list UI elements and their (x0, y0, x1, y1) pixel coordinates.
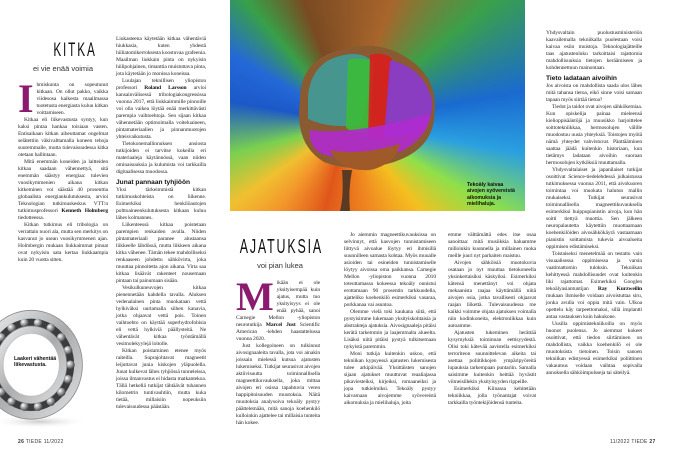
paragraph: Just kollegoineen on tulkinnut aivosignaaleita tavalla, jota voi ainakin joissain mielessä kutsua ajatusten lukemiseksi. Tutkijat seurasivat aivojen aktiivisuutta toiminnallisella magneettikuvauksella, joka mittaa aivojen eri osissa tapahtuvia veren happipitoisuuden muutoksia. Näitä muutoksia analysoiva tekoäly pystyy päättelemään, mitä sanoja koehenkilö kulloinkin ajattelee tai millaisia tunteita hän kokee. (236, 343, 320, 426)
ajatuksia-column-4 (546, 30, 642, 377)
ajatuksia-subtitle: voi pian lukea (257, 261, 303, 270)
paragraph: Yhdysvaltalaiset ja japanilaiset tutkijat osoittivat Science-tiedelehdessä julkaistussa tutkimuksessa vuonna 2011, että aivokuoren toimintaa voi muokata halutun mallin mukaiseksi. Tutkijat seurasivat toiminnallisella magneettikuvauksella esimerkiksi huippupianistin aivoja, kun hän soitti tiettyä muottia. Sen jälkeen neuropalautetta käytettiin muottaamaan koehenkilöiden aivosähkökäyrä vastaamaan pianistin soittamista tukevia aivoalueita oppimisen edistämiseksi. (546, 167, 642, 250)
paragraph: Kitkaa eli liikevastusta syntyy, kun kaksi pintaa hankaa toisiaan vasten. Entisaikaan kitkan aiheuttamat ongelmat selätettiin väkivalttamalla koneen tehoja suuremmalle, mutta tulevaisuudessa kitka otetaan hallintaan. (18, 117, 108, 158)
paragraph: Yhdysvaltain puolustusministeriön kaavailemalla tekniikalla puolestaan voisi kaivaa esiin muistoja. Teknologiajätteille taas ajatustenluku tarkoittaisi rajattomia mahdollisuuksia tietojen keräämiseen ja kohdennettuun mainontaan. (546, 30, 642, 71)
paragraph: Tiedot ja taidot ovat aivojen sähkökemiaa. Kun opiskelija painaa mieleensä kielioppisääntöjä ja muusikko harjoittelee soittotekniikkaa, hermosolujen välille muodostuu uusia yhteyksiä. Toistojen myötä nämä yhteydet vahvistuvat. Pänttääminen saattaa jäädä kuitenkin historiaan, kun tietämys ladataan aivoihin suoraan hermosolujen kytköksiä muuttamalla. (546, 104, 642, 166)
kitka-title: KITKA (53, 40, 97, 61)
paragraph: Liikenteessä kitkaa poistetaan parempien renkaiden avulla. Niiden pintamateriaali paranee alustaansa liikkeelle lähdössä, mutta liikkeen aikana kitka vähenee. Tämän tekee mahdolliseksi renkaaseen johdettu sähkövirta, joka muuttaa pinnoitetta ajon aikana. Virta saa kitkaa lisäävät rakenteet nousemaan pintaan tai painumaan sisään. (116, 222, 207, 284)
person-name: Ray Kurzweilin (597, 286, 642, 292)
magazine-name-right: TIEDE (631, 439, 648, 445)
kitka-subtitle: ei vie enää voimia (32, 64, 94, 73)
paragraph: Liukasteena käytetään kitkaa vähentäviä hiukkasia, kuten yhdestä hiiliatomikerroksesta koostuvaa grafeenia. Maailman liukkain pinta on nykyisin hiilipohjainen, timanttia muistuttava pinta, jota käytetään jo monissa koneissa. (116, 36, 206, 77)
issue-right: 11/2022 (610, 439, 630, 445)
paragraph: Jos aivoista on mahdollista saada ulos lähes mitä tahansa tietoa, eikö sinne voisi samaan tapaan myös siirtää tietoa? (546, 83, 642, 103)
paragraph: Olemme vielä toki kaukana siitä, että pystyisimme lukemaan yksityiskohtaisia ja abstrakteja ajatuksia. Aivosignaaleja pitäisi kerätä tarkemmin ja laajemmalta alueelta. Lisäksi niitä pitäisi pystyä tulkitsemaan nykyistä paremmin. (344, 309, 436, 350)
brain-illustration (230, 0, 525, 211)
person-name: Marcel Just (265, 322, 296, 328)
page-number-right: 27 (649, 439, 656, 445)
ajatuksia-column-2 (344, 232, 436, 407)
magazine-name-left: TIEDE (25, 439, 43, 445)
paragraph: emme välttämättä edes itse osaa sanoittaa: mitä musiikkia haluamme milloinkin kuunnella ja millainen ruoka meille juuri nyt parhaiten maistuu. (448, 232, 536, 259)
kitka-column-2 (116, 36, 206, 411)
paragraph: Kitkan tutkimus eli tribologia on verrattain nuori ala, mutta sen merkitys on kasvanut jo usean vuosikymmenen ajan. Holmbergin mukaan liukkaimmat pinnat ovat nykyisin sata kertaa liukkaampia kuin 20 vuotta sitten. (18, 222, 108, 263)
ajatuksia-column-1 (236, 274, 320, 427)
section-heading: Tieto ladataan aivoihin (546, 75, 617, 82)
paragraph: Luulajan teknillisen yliopiston professori Roland Larsson arvioi kansainvälisessä tribologiakongressissa vuonna 2017, että liukkaimmille pinnoille voi olla vaikea löytää enää merkittävästi parempia vaihtoehtoja. Sen sijaan kitkaa vähennetään optimoimalla voiteluaineen, pintamateriaalien ja pinnanmuotojen yhteisvaikutusta. (116, 78, 206, 140)
drop-cap: I (18, 76, 34, 121)
paragraph: Jo aiemmin magneettikuvauksissa on selvinnyt, että kasvojen tunnistamiseen liittyvä aivoalue löytyy eri ihmisillä suunnilleen samasta kohtaa. Myös muualle asioiden tai esineiden tunnistamiselle löytyy aivoissa oma paikkansa. Carnegie Mellon -yliopiston vuonna 2010 toteuttamassa kokeessa tekoäly onnistui erottamaan 90 prosentin tarkkuudella, ajatteliko koehenkilö esimerkiksi vasaraa, porkkanaa vai asuntoa. (344, 232, 436, 308)
footer-left (18, 439, 64, 445)
brain-photo (230, 0, 525, 211)
brain-caption: Tekoäly kaivaa aivojen syövereistä aikomuksia ja mielihaluja. (467, 182, 515, 208)
paragraph: Kitkan poistaminen etenee myös raiteilla. Suprajohtavat magneetit leijuttavat junia kiskojen yläpuolella. Junat kulkevat lähes tyhjiössä tunneleissa, joissa ilmanvastus ei hidasta matkantekoa. Tällä hetkellä tutkijat tähtäävät tuhannen kilometrin tuntivauhtiin, mutta kuka tietää, millaisiin nopeuksiin tulevaisuudessa päästään. (116, 348, 206, 410)
ajatuksia-title: AJATUKSIA (239, 236, 324, 258)
kitka-column-1 (18, 76, 108, 264)
paragraph: Mitä enemmän koneiden ja laitteiden kitkaa saadaan vähennettyä, sitä enemmän säästyy energiaa: tulevien vuosikymmenien aikana kitkan kitkeminen voi säästää 40 prosenttia globaalista energiankulutuksesta, arvioi Teknologian tutkimuskeskus VTT:n tutkimusprofessori Kenneth Holmberg tiedotteessa. (18, 159, 108, 221)
drop-cap: M (236, 274, 274, 319)
paragraph: Toistaiseksi menetelmää on testattu vain visuaalisessa oppimisessa ja varsin vaatimattomin tuloksin. Tekniikan kehittyessä mahdollisuudet ovat kuitenkin liki rajattomat. Esimerkiksi Googlen tekoälyasiantuntijan Ray Kurzweilin mukaan ihmiselle voidaan aivoistuttaa siru, jonka avulla voi oppia mitä vain. Ulkoa opettelu käy tarpeettomaksi, sillä implantti antaa vastauksen kuin hakukone. (546, 251, 642, 320)
paragraph: Esimerkiksi Kiinassa kehitetään tekniikkaa, jolla työnantajat voivat tarkkailla työntekijöidensä tunteita. (448, 386, 536, 406)
paragraph: Yksi tärkeimmistä kitkan tutkimuskohteista on liikenne. Esimerkiksi henkilöautojen polttoaineenkulutuksesta kitkaan kuluu lähes kolmannes. (116, 187, 206, 221)
bearing-caption: Laakeri vähentää liikevastusta. (14, 356, 57, 369)
paragraph: Mikään ei ole yksityisempää kuin ajatus, mutta tuo yksityisyys ei ole enää pyhää, sanoi Carnegie Mellon -yliopiston neurotutkija Marcel Just Scientific American -lehden haastattelussa vuonna 2020. (236, 274, 320, 342)
paragraph: Ihmiskunta on sopeutunut kitkaan. On ollut pakko, vaikka viidesosa kaikesta maailmassa tuotetusta energiasta kuluu kitkan voittamiseen. (18, 76, 108, 121)
issue-left: 11/2022 (43, 439, 64, 445)
person-name: Roland Larsson (144, 85, 187, 91)
paragraph: Uusilla oppimistekniikoilla on myös huonot puolensa. Jo aiemmat kokeet osoittivat, että tiedon siirtäminen on mahdollista, vaikka koehenkilö ei ole muutoksista tietoinen. Toisin sanoen tekniikan edistyessä esimerkiksi poliittinen vakaumus voidaan vaihtaa sopivalla annoksella sähköimpulsseja tai säteilyä. (546, 321, 642, 376)
section-heading: Junat pannaan tyhjiöön (116, 179, 190, 186)
bearing-ball (66, 360, 75, 369)
paragraph: Vesikulkuneuvojen kitkaa pienennetään kahdella tavalla. Aluksen vedenalainen pinta muokataan vettä hylkiväksi uurtamalla siihen kanavia, jotka ohjaavat vettä pois. Toinen vaihtoehto on käyttää superhydrofobisia eli vettä hylkiviä päällysteitä. Ne vähentävät kitkaa työntämällä vesimolekyylejä loitolle. (116, 285, 206, 347)
person-name: Kenneth Holmberg (61, 208, 108, 214)
ajatuksia-column-3 (448, 232, 536, 407)
page-number-left: 26 (18, 439, 25, 445)
paragraph: Ajatusten lukeminen herättää kysymyksiä toiminnan eettisyydestä. Olisi toki kätevää aavistella esimerkiksi terroriteon suunnittelevan aikeita tai asettaa poliitikkojen ympäripyöreitä lupauksia tarkempaan puntariin. Samalla saisimme kuitenkin heittää hyvästit viimeisillekin yksityisyyden rippeille. (448, 330, 536, 385)
paragraph: Aivojen sähköisiä muotokuvia osataan jo nyt muuttaa tietokoneella yksinkertaisiksi käskyiksi. Esimerkiksi kätensä menettänyt voi ohjata mekaanista raajaa käyttämällä niitä aivojen osia, jotka tavallisesti ohjaavat raajan liikettä. Tulevaisuudessa me kaikki voimme ohjata ajatuksen voimalla niin kodinkoneita, elektroniikkaa kuin autoamme. (448, 260, 536, 329)
footer-right (610, 439, 656, 445)
paragraph: Moni tutkija kuitenkin uskoo, että tekniikan kypsyessä ajatusten lukemisesta tulee arkipäivää. Yksittäisten sanojen sijaan ajatukset muuttuvat reaaliajassa pikaviesteiksi, kirjeiksi, romaaneiksi ja jopa tutkielmiksi. Tekoäly pystyy kaivamaan aivojemme syövereistä aikomuksia ja mielihaluja, joita (344, 351, 436, 406)
paragraph: Tietokonemallinnuksen ansiosta tutkijoiden ei tarvitse kokeilla eri materiaaleja käytännössä, vaan niiden ominaisuuksia ja kulumista voi tarkkailla digitaalisessa muodossa. (116, 141, 206, 175)
